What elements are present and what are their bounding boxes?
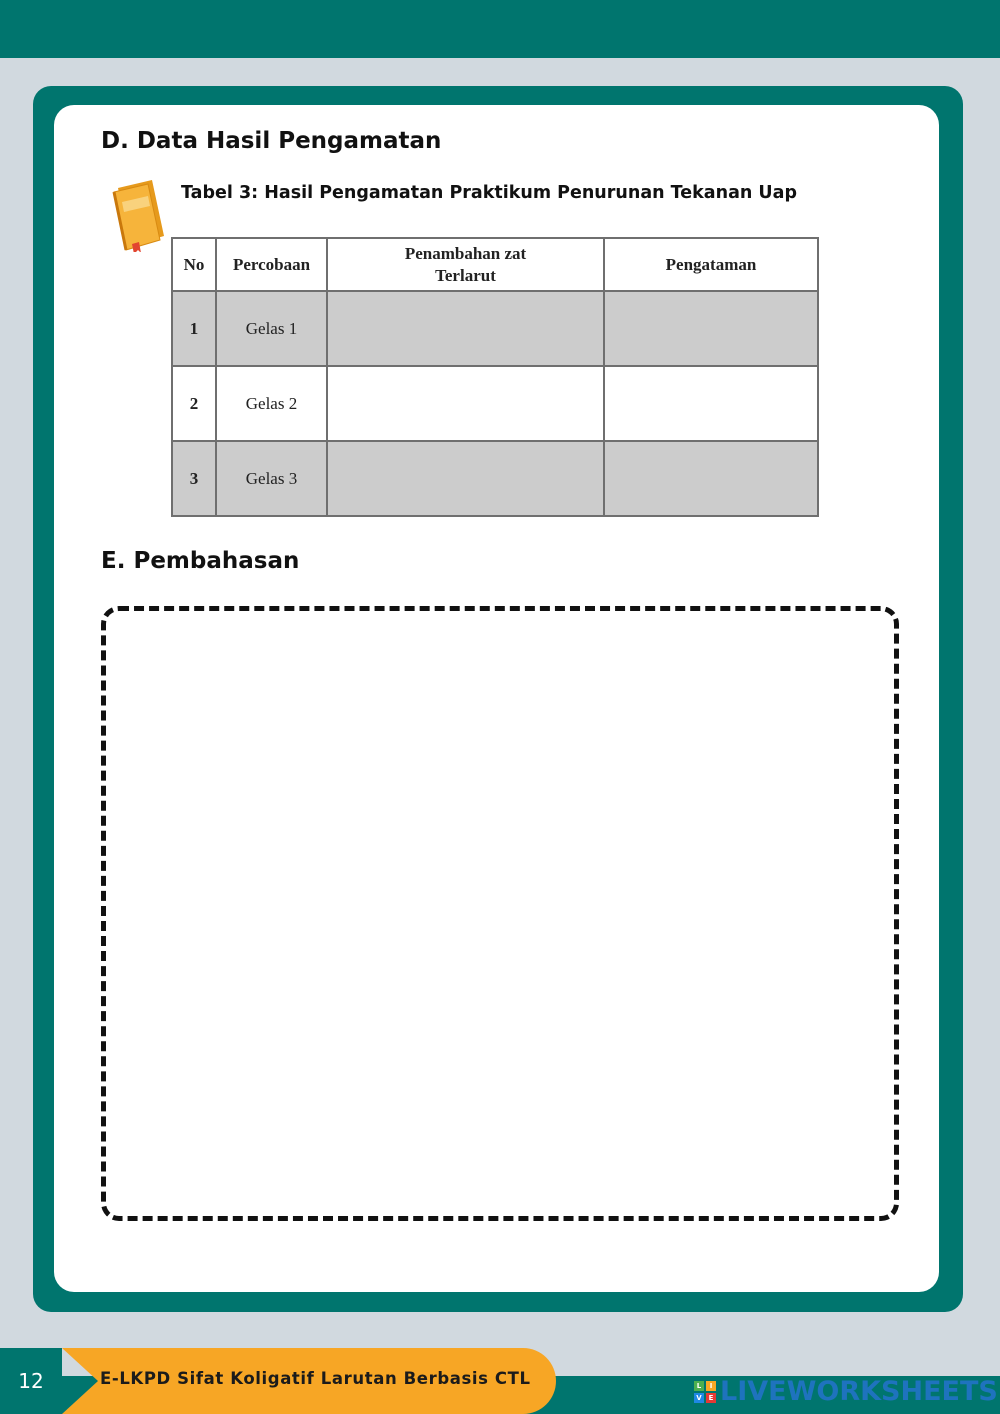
header-percobaan: Percobaan	[216, 238, 327, 291]
row-no: 1	[172, 291, 216, 366]
row-no: 2	[172, 366, 216, 441]
table-row	[172, 291, 818, 366]
observation-table	[171, 237, 819, 517]
top-banner	[0, 0, 1000, 58]
header-penambahan-zat: Penambahan zat Terlarut	[327, 238, 604, 291]
page-number: 12	[0, 1348, 62, 1414]
footer-document-title: E-LKPD Sifat Koligatif Larutan Berbasis CTL	[100, 1369, 531, 1388]
section-title-data-hasil: D. Data Hasil Pengamatan	[101, 128, 442, 154]
header-pengamatan: Pengataman	[604, 238, 818, 291]
row-percobaan: Gelas 1	[216, 291, 327, 366]
pembahasan-answer-box[interactable]	[101, 606, 899, 1221]
table-row	[172, 441, 818, 516]
table-row	[172, 366, 818, 441]
row-no: 3	[172, 441, 216, 516]
liveworksheets-logo[interactable]	[694, 1376, 998, 1407]
row-pengamatan-cell[interactable]	[604, 366, 818, 441]
row-pengamatan-cell[interactable]	[604, 291, 818, 366]
book-icon	[108, 178, 168, 252]
row-penambahan-cell[interactable]	[327, 291, 604, 366]
liveworksheets-brand-text: LIVEWORKSHEETS	[720, 1376, 998, 1407]
row-penambahan-cell[interactable]	[327, 441, 604, 516]
table-caption: Tabel 3: Hasil Pengamatan Praktikum Penurunan Tekanan Uap	[181, 183, 797, 203]
row-pengamatan-cell[interactable]	[604, 441, 818, 516]
row-percobaan: Gelas 2	[216, 366, 327, 441]
section-title-pembahasan: E. Pembahasan	[101, 548, 300, 574]
liveworksheets-logo-icon: L I V E	[694, 1381, 716, 1403]
table-header-row	[172, 238, 818, 291]
row-percobaan: Gelas 3	[216, 441, 327, 516]
row-penambahan-cell[interactable]	[327, 366, 604, 441]
header-no: No	[172, 238, 216, 291]
